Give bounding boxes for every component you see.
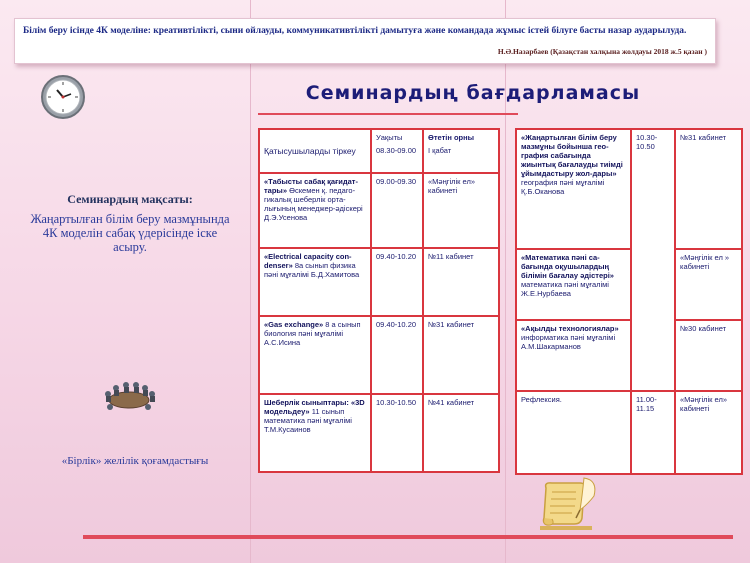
seminar-goal-title: Семинардың мақсаты: xyxy=(67,192,193,206)
quote-banner xyxy=(14,18,716,64)
time-header-label: Уақыты xyxy=(376,133,403,142)
session-place: №31 кабинет xyxy=(675,129,742,249)
table-row xyxy=(259,173,499,248)
reflection-row xyxy=(516,391,742,474)
session-desc: математика пәні мұғалімі Ж.Е.Нурбаева xyxy=(521,280,609,298)
registration-time: 08.30-09.00 xyxy=(376,146,417,155)
table-header-row xyxy=(259,129,499,173)
session-desc: информатика пәні мұғалімі А.М.Шакарманов xyxy=(521,333,616,351)
bottom-red-line xyxy=(83,535,733,539)
registration-label: Қатысушыларды тіркеу xyxy=(264,145,356,156)
table-row xyxy=(516,320,742,391)
session-desc: Өскемен қ. педаго-гикалық шеберлік орта-лығының менеджер-әдіскері Д.Э.Усенова xyxy=(264,186,363,222)
session-cell xyxy=(259,248,371,316)
table-row xyxy=(259,316,499,394)
table-row xyxy=(516,249,742,320)
seminar-goal-text: Жаңартылған білім беру мазмұнында 4К моделін сабақ үдерісінде іске асыру. xyxy=(30,212,230,254)
place-header-label: Өтетін орны xyxy=(428,133,475,142)
schedule-table-1 xyxy=(258,128,500,473)
meeting-table-icon xyxy=(100,376,158,416)
registration-cell xyxy=(259,129,371,173)
community-name: «Бірлік» желілік қоғамдастығы xyxy=(61,455,209,467)
table-row xyxy=(516,129,742,249)
title-underline xyxy=(258,113,518,115)
session-title: «Математика пәні са-бағында оқушылардың білімін бағалау әдістері» xyxy=(521,253,614,280)
session-time: 10.30-10.50 xyxy=(631,129,675,391)
session-place: №11 кабинет xyxy=(423,248,499,316)
reflection-label: Рефлексия. xyxy=(516,391,631,474)
clock-icon xyxy=(40,74,86,120)
schedule-table-2 xyxy=(515,128,743,475)
session-place: «Мәңгілік ел » кабинеті xyxy=(675,249,742,320)
session-time: 10.30-10.50 xyxy=(371,394,423,472)
session-cell xyxy=(516,320,631,391)
table-row xyxy=(259,248,499,316)
scroll-quill-icon xyxy=(536,474,600,532)
session-title: «Gas exchange» xyxy=(264,320,324,329)
session-desc: 8 а сынып биология пәні мұғалімі А.С.Исина xyxy=(264,320,361,347)
place-header-cell xyxy=(423,129,499,173)
session-title: «Ақылды технологиялар» xyxy=(521,324,619,333)
session-place: №41 кабинет xyxy=(423,394,499,472)
session-title: «Табысты сабақ қағидат-тары» xyxy=(264,177,358,195)
session-desc: 11 сынып математика пәні мұғалімі Т.М.Кусаинов xyxy=(264,407,352,434)
session-cell xyxy=(259,173,371,248)
session-title: Шеберлік сыныптары: «3D модельдеу» xyxy=(264,398,365,416)
session-place: №31 кабинет xyxy=(423,316,499,394)
session-cell xyxy=(516,129,631,249)
session-place: №30 кабинет xyxy=(675,320,742,391)
session-cell xyxy=(259,394,371,472)
session-time: 09.40-10.20 xyxy=(371,316,423,394)
banner-quote: Білім беру ісінде 4К моделіне: креативтілікті, сыни ойлауды, коммуникативтілікті дамытуға және командада жұмыс істей білуге басты назар аударылуда. xyxy=(23,26,687,36)
time-header-cell xyxy=(371,129,423,173)
table-row xyxy=(259,394,499,472)
session-time: 09.40-10.20 xyxy=(371,248,423,316)
session-title: «Жаңартылған білім беру мазмұны бойынша гео-графия сабағында жиынтық бағалауды тиімді ұйымдастыру жол-дары» xyxy=(521,133,623,178)
reflection-place: «Мәңгілік ел» кабинеті xyxy=(675,391,742,474)
session-place: «Мәңгілік ел» кабинеті xyxy=(423,173,499,248)
session-desc: география пәні мұғалімі Қ.Б.Оканова xyxy=(521,178,605,196)
reflection-time: 11.00-11.15 xyxy=(631,391,675,474)
session-cell xyxy=(516,249,631,320)
registration-place: І қабат xyxy=(428,146,452,155)
session-desc: 8а сынып физика пәні мұғалімі Б.Д.Хамитова xyxy=(264,261,360,279)
page-title: Семинардың бағдарламасы xyxy=(305,82,641,104)
banner-author: Н.Ә.Назарбаев (Қазақстан халқына жолдауы 2018 ж.5 қазан ) xyxy=(497,47,707,56)
fold-line-left xyxy=(250,0,251,563)
session-title: «Electrical capacity con-denser» xyxy=(264,252,352,270)
session-time: 09.00-09.30 xyxy=(371,173,423,248)
session-cell xyxy=(259,316,371,394)
